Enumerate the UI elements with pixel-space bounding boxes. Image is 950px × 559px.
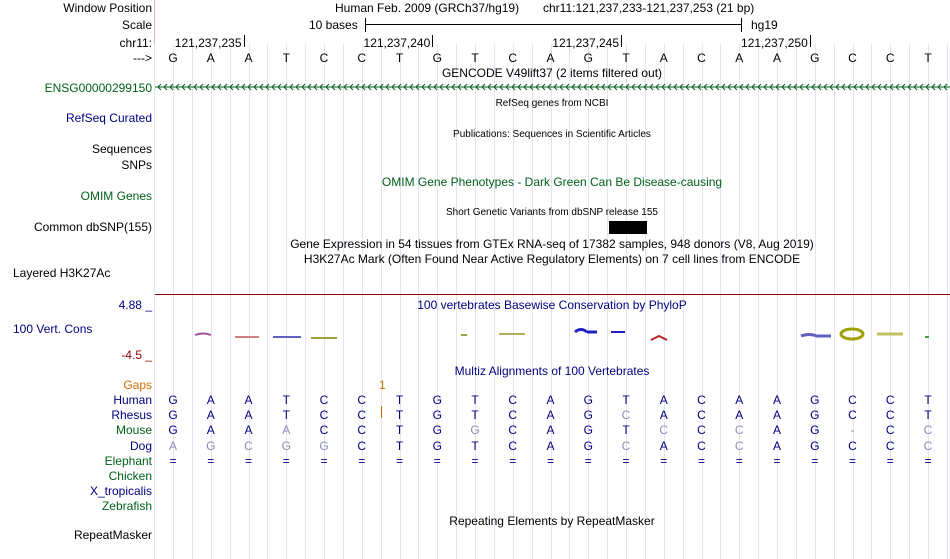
alignment-base: A	[772, 408, 781, 423]
alignment-base: =	[622, 453, 630, 468]
coordinate-tick	[432, 35, 433, 47]
alignment-base: =	[584, 453, 592, 468]
dbsnp-variant-block[interactable]	[609, 221, 647, 234]
alignment-base: C	[357, 438, 367, 453]
alignment-base: C	[357, 423, 367, 438]
reference-base: G	[168, 51, 178, 65]
gridline	[928, 44, 929, 559]
reference-base: A	[735, 51, 744, 65]
gridline	[192, 44, 193, 559]
alignment-base: G	[432, 408, 442, 423]
alignment-base: C	[885, 423, 895, 438]
conservation-top-line	[155, 294, 950, 295]
alignment-base: C	[734, 423, 744, 438]
alignment-base: =	[886, 453, 894, 468]
alignment-base: T	[282, 408, 290, 423]
reference-base: T	[395, 51, 404, 65]
alignment-base: T	[924, 408, 932, 423]
alignment-base: G	[583, 393, 593, 407]
alignment-base: C	[734, 438, 744, 453]
alignment-base: A	[772, 393, 781, 407]
gap-marker: 1	[379, 378, 386, 392]
gtex-title: Gene Expression in 54 tissues from GTEx RNA-seq of 17382 samples, 948 donors (V8, Aug 2019)	[290, 237, 814, 251]
alignment-base: =	[169, 453, 177, 468]
h3k27ac-title: H3K27Ac Mark (Often Found Near Active Regulatory Elements) on 7 cell lines from ENCODE	[303, 252, 801, 266]
alignment-base: T	[471, 438, 479, 453]
reference-base: G	[583, 51, 593, 65]
alignment-base: G	[168, 408, 178, 423]
scale-bar-right-tick	[741, 18, 742, 32]
track-data-area[interactable]	[155, 0, 950, 559]
gridline	[834, 44, 835, 559]
alignment-base: C	[923, 423, 933, 438]
alignment-base: T	[395, 393, 404, 407]
reference-base: C	[357, 51, 367, 65]
gridline	[324, 44, 325, 559]
conservation-logo	[155, 326, 950, 346]
alignment-base: T	[282, 393, 290, 407]
alignment-base: C	[319, 408, 329, 423]
gridline	[343, 44, 344, 559]
alignment-base: T	[395, 423, 404, 438]
ensg-track-label[interactable]: ENSG00000299150	[44, 81, 152, 95]
alignment-base: A	[244, 423, 253, 438]
gridline	[702, 44, 703, 559]
alignment-base: =	[244, 453, 252, 468]
alignment-base: C	[697, 393, 706, 407]
alignment-base: G	[281, 438, 291, 453]
gridline	[362, 44, 363, 559]
alignment-base: G	[432, 393, 442, 407]
alignment-base: T	[395, 438, 404, 453]
gaps-label: Gaps	[123, 378, 152, 392]
alignment-base: =	[811, 453, 819, 468]
alignment-base: C	[508, 393, 518, 407]
coordinate-tick	[244, 35, 245, 47]
coordinate-label: 121,237,235	[174, 36, 242, 50]
alignment-base: =	[924, 453, 932, 468]
alignment-base: C	[621, 408, 631, 423]
gridline	[739, 44, 740, 559]
gridline	[871, 44, 872, 559]
scale-text: 10 bases	[309, 18, 358, 32]
reference-base: T	[924, 51, 932, 65]
alignment-base: =	[509, 453, 517, 468]
gridline	[815, 44, 816, 559]
track-label-column	[0, 0, 154, 559]
alignment-base: G	[319, 438, 329, 453]
alignment-base: C	[357, 393, 367, 407]
alignment-base: C	[848, 438, 857, 453]
coordinate-label: 121,237,245	[552, 36, 619, 50]
gridline	[947, 44, 948, 559]
window-position-label: Window Position	[63, 1, 152, 15]
repeatmasker-title: Repeating Elements by RepeatMasker	[449, 514, 655, 528]
alignment-base: =	[471, 453, 479, 468]
species-label[interactable]: Mouse	[115, 423, 152, 438]
alignment-base: =	[358, 453, 366, 468]
species-label[interactable]: X_tropicalis	[89, 484, 152, 499]
alignment-base: G	[583, 423, 593, 438]
alignment-base: =	[282, 453, 290, 468]
h3k27ac-track-label[interactable]: Layered H3K27Ac	[13, 266, 111, 280]
species-label[interactable]: Elephant	[104, 453, 152, 468]
reference-base: A	[244, 51, 253, 65]
alignment-base: A	[206, 393, 215, 407]
alignment-base: A	[735, 408, 744, 423]
reference-base: T	[282, 51, 290, 65]
gridline	[381, 44, 382, 559]
alignment-base: A	[244, 408, 253, 423]
alignment-base: C	[848, 408, 857, 423]
reference-base: A	[206, 51, 215, 65]
strand-arrow-label: --->	[133, 51, 152, 65]
alignment-base: T	[395, 408, 404, 423]
alignment-base: =	[735, 453, 743, 468]
alignment-base: A	[546, 438, 555, 453]
assembly-title: Human Feb. 2009 (GRCh37/hg19)	[335, 1, 520, 15]
position-title: chr11:121,237,233-121,237,253 (21 bp)	[543, 1, 755, 15]
alignment-base: G	[583, 438, 593, 453]
alignment-base: A	[659, 408, 668, 423]
repeatmasker-track-label[interactable]: RepeatMasker	[73, 528, 152, 542]
dbsnp-title: Short Genetic Variants from dbSNP release 155	[446, 207, 658, 218]
alignment-base: G	[168, 423, 178, 438]
alignment-base: G	[432, 438, 442, 453]
coordinate-tick	[810, 35, 811, 47]
gridline	[154, 44, 155, 559]
alignment-base: G	[470, 423, 480, 438]
reference-base: C	[885, 51, 895, 65]
alignment-base: C	[508, 438, 518, 453]
reference-base: C	[848, 51, 857, 65]
alignment-base: A	[168, 438, 177, 453]
rhesus-gap-bar	[381, 406, 382, 418]
gridline	[796, 44, 797, 559]
alignment-base: C	[244, 438, 253, 453]
dbsnp-track-label[interactable]: Common dbSNP(155)	[33, 220, 152, 234]
alignment-base: G	[810, 423, 820, 438]
cons-max-label: 4.88 _	[118, 298, 152, 312]
alignment-base: T	[924, 393, 932, 407]
gridline	[211, 44, 212, 559]
omim-track-label[interactable]: OMIM Genes	[80, 189, 152, 203]
reference-base: A	[546, 51, 555, 65]
phylop-title: 100 vertebrates Basewise Conservation by PhyloP	[417, 298, 687, 312]
gridline	[173, 44, 174, 559]
alignment-base: =	[773, 453, 781, 468]
coordinate-label: 121,237,250	[741, 36, 808, 50]
gridline	[853, 44, 854, 559]
species-label[interactable]: Rhesus	[111, 408, 152, 423]
alignment-base: T	[471, 393, 479, 407]
alignment-base: C	[659, 423, 669, 438]
reference-base: G	[810, 51, 820, 65]
alignment-base: C	[357, 408, 367, 423]
alignment-base: A	[735, 393, 744, 407]
ensg-gene-track[interactable]	[155, 82, 950, 92]
alignment-base: A	[206, 408, 215, 423]
alignment-base: C	[923, 438, 933, 453]
alignment-base: =	[848, 453, 856, 468]
cons-min-label: -4.5 _	[121, 348, 152, 362]
gridline	[305, 44, 306, 559]
gridline	[230, 44, 231, 559]
alignment-base: T	[622, 393, 630, 407]
alignment-base: T	[622, 423, 630, 438]
omim-title: OMIM Gene Phenotypes - Dark Green Can Be Disease-causing	[381, 175, 723, 189]
gencode-title: GENCODE V49lift37 (2 items filtered out)	[441, 66, 663, 80]
alignment-base: C	[508, 423, 518, 438]
reference-base: A	[659, 51, 668, 65]
reference-base: A	[772, 51, 781, 65]
alignment-base: A	[206, 423, 215, 438]
alignment-base: C	[508, 408, 518, 423]
gridline	[286, 44, 287, 559]
alignment-base: C	[697, 408, 706, 423]
alignment-base: C	[885, 438, 895, 453]
scale-label: Scale	[121, 18, 152, 32]
species-label[interactable]: Zebrafish	[101, 499, 152, 514]
scale-bar-left-tick	[365, 18, 366, 32]
refseq-track-label[interactable]: RefSeq Curated	[65, 111, 152, 125]
snps-track-label[interactable]: SNPs	[121, 158, 152, 172]
alignment-base: =	[320, 453, 328, 468]
alignment-base: =	[395, 453, 403, 468]
alignment-base: C	[885, 393, 895, 407]
alignment-base: =	[660, 453, 668, 468]
refseq-title: RefSeq genes from NCBI	[495, 98, 609, 109]
alignment-base: G	[432, 423, 442, 438]
reference-base: T	[622, 51, 630, 65]
sequences-track-label[interactable]: Sequences	[91, 142, 152, 156]
chr-label: chr11:	[119, 36, 152, 50]
alignment-base: G	[168, 393, 178, 407]
alignment-base: A	[546, 423, 555, 438]
alignment-base: G	[810, 438, 820, 453]
reference-base: C	[319, 51, 329, 65]
alignment-base: =	[207, 453, 215, 468]
alignment-base: C	[621, 438, 631, 453]
alignment-base: C	[319, 423, 329, 438]
alignment-base: C	[319, 393, 329, 407]
reference-base: T	[471, 51, 479, 65]
gridline	[249, 44, 250, 559]
alignment-base: A	[546, 393, 555, 407]
gridline	[890, 44, 891, 559]
alignment-base: A	[546, 408, 555, 423]
alignment-base: A	[659, 393, 668, 407]
alignment-base: A	[244, 393, 253, 407]
coordinate-label: 121,237,240	[363, 36, 431, 50]
reference-base: C	[697, 51, 706, 65]
gridline	[400, 44, 401, 559]
gridline	[909, 44, 910, 559]
alignment-base: C	[885, 408, 895, 423]
coordinate-tick	[621, 35, 622, 47]
gridline	[267, 44, 268, 559]
alignment-base: G	[810, 393, 820, 407]
gridline	[777, 44, 778, 559]
alignment-base: -	[850, 423, 855, 438]
alignment-base: T	[471, 408, 479, 423]
alignment-base: =	[546, 453, 554, 468]
alignment-base: A	[282, 423, 291, 438]
alignment-base: A	[659, 438, 668, 453]
reference-base: C	[508, 51, 518, 65]
alignment-base: =	[697, 453, 705, 468]
alignment-base: =	[433, 453, 441, 468]
species-label[interactable]: Chicken	[108, 469, 152, 483]
cons-track-label[interactable]: 100 Vert. Cons	[13, 322, 93, 336]
gridline	[720, 44, 721, 559]
alignment-base: C	[697, 423, 706, 438]
alignment-base: C	[697, 438, 706, 453]
alignment-base: A	[772, 438, 781, 453]
alignment-base: C	[848, 393, 857, 407]
reference-base: G	[432, 51, 442, 65]
alignment-base: G	[206, 438, 216, 453]
alignment-base: G	[810, 408, 820, 423]
species-label[interactable]: Human	[113, 393, 152, 407]
gridline	[758, 44, 759, 559]
publications-title: Publications: Sequences in Scientific Articles	[453, 129, 651, 140]
alignment-base: A	[772, 423, 781, 438]
multiz-title: Multiz Alignments of 100 Vertebrates	[454, 364, 650, 378]
alignment-base: G	[583, 408, 593, 423]
assembly-short: hg19	[751, 18, 778, 32]
species-label[interactable]: Dog	[129, 438, 152, 453]
scale-bar	[365, 24, 741, 25]
